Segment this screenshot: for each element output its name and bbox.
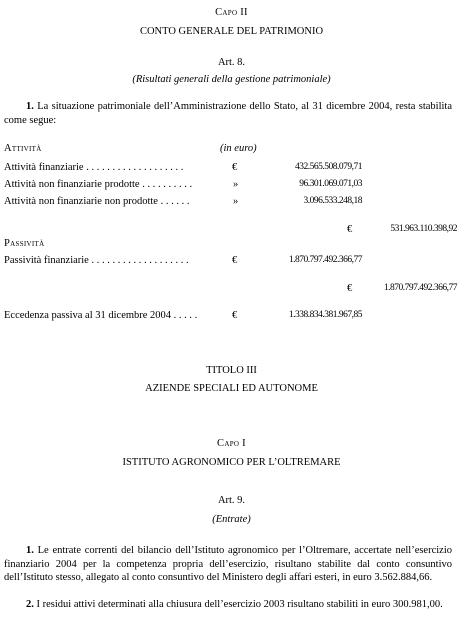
ditto-symbol: » xyxy=(233,179,239,190)
row-amount: 1.870.797.492.366,77 xyxy=(288,255,362,265)
article-paragraph xyxy=(4,544,452,585)
row-amount: 432.565.508.079,71 xyxy=(295,162,362,172)
currency-symbol: € xyxy=(347,283,353,294)
title-heading: AZIENDE SPECIALI ED AUTONOME xyxy=(145,383,318,394)
total-amount: 531.963.110.398,92 xyxy=(390,224,457,234)
currency-symbol: € xyxy=(232,162,238,173)
currency-symbol: € xyxy=(347,224,353,235)
paragraph-text: I residui attivi determinati alla chiusura dell’esercizio 2003 risultano stabiliti in euro 300.981,00. xyxy=(36,599,443,610)
row-amount: 1.338.834.381.967,85 xyxy=(288,310,362,320)
chapter-label: Capo II xyxy=(215,7,248,18)
row-label: Eccedenza passiva al 31 dicembre 2004 . . . . . xyxy=(4,310,198,321)
unit-label: (in euro) xyxy=(220,143,257,154)
paragraph-text: La situazione patrimoniale dell’Amministrazione dello Stato, al 31 dicembre 2004, resta stabilita come segue: xyxy=(4,101,452,126)
chapter-label: Capo I xyxy=(217,438,246,449)
paragraph-text: Le entrate correnti del bilancio dell’Istituto agronomico per l’Oltremare, accertate nell’esercizio finanziario 2004 per la competenza propria dell’esercizio, risultano stabilite dal conto consuntivo dell’Istituto stesso, allegato al conto consuntivo del Ministero degli affari esteri, in euro 3.562.884,66. xyxy=(4,545,452,583)
currency-symbol: € xyxy=(232,310,238,321)
row-amount: 96.301.069.071,03 xyxy=(299,179,362,189)
chapter-title: ISTITUTO AGRONOMICO PER L’OLTREMARE xyxy=(122,457,341,468)
total-amount: 1.870.797.492.366,77 xyxy=(383,283,457,293)
row-label: Attività non finanziarie prodotte . . . . . . . . . . xyxy=(4,179,193,190)
article-subtitle: (Entrate) xyxy=(212,514,251,525)
chapter-title: CONTO GENERALE DEL PATRIMONIO xyxy=(139,26,324,37)
article-subtitle: (Risultati generali della gestione patrimoniale) xyxy=(132,74,331,85)
article-paragraph xyxy=(4,100,452,127)
title-label: TITOLO III xyxy=(206,365,257,376)
row-amount: 3.096.533.248,18 xyxy=(303,196,362,206)
row-label: Attività non finanziarie non prodotte . . . . . . xyxy=(4,196,190,207)
liabilities-header: Passività xyxy=(4,238,45,249)
article-number: Art. 9. xyxy=(217,495,246,506)
paragraph-number: 2. xyxy=(26,599,34,610)
currency-symbol: € xyxy=(232,255,238,266)
assets-header: Attività xyxy=(4,143,42,154)
ditto-symbol: » xyxy=(233,196,239,207)
article-paragraph xyxy=(4,598,452,612)
paragraph-number: 1. xyxy=(26,101,34,112)
row-label: Passività finanziarie . . . . . . . . . . . . . . . . . . . xyxy=(4,255,189,266)
row-label: Attività finanziarie . . . . . . . . . . . . . . . . . . . xyxy=(4,162,184,173)
article-number: Art. 8. xyxy=(217,57,246,68)
paragraph-number: 1. xyxy=(26,545,34,556)
